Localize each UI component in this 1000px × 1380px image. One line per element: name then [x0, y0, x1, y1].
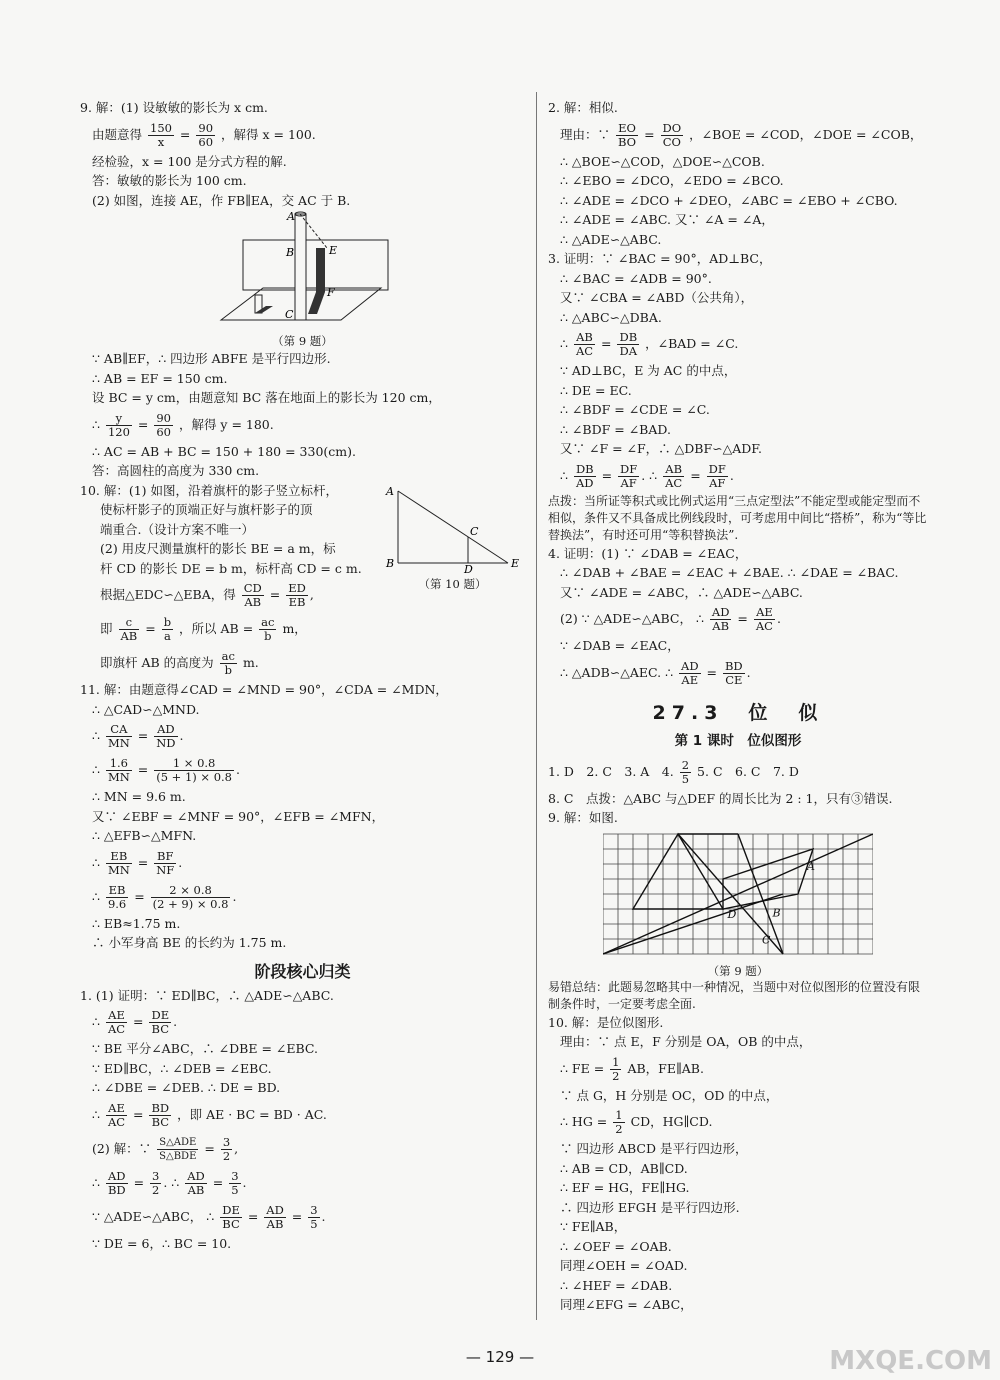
figure-q10	[380, 483, 525, 592]
fraction: $\frac{y}{120}$	[107, 410, 130, 439]
q9-line-5: (2) 如图，连接 AE，作 FB∥EA，交 AC 于 B.	[92, 192, 351, 208]
fraction: $\frac{AD}{ND}$	[156, 722, 176, 750]
q10-line-7: 即 $\frac{c}{AB}$ = $\frac{b}{a}$ ，所以 AB = $\frac{ac}{b}$ m，	[100, 615, 307, 643]
q9-line-8: 设 BC = y cm，由题意知 BC 落在地面上的影长为 120 cm，	[92, 390, 441, 405]
fraction: $\frac{DE}{BC}$	[222, 1202, 240, 1231]
q10-line-1: 10. 解：(1) 如图，沿着旗杆的影子竖立标杆，	[80, 482, 339, 498]
s1-line-3: ∵ BE 平分∠ABC，∴ ∠DBE = ∠EBC.	[92, 1041, 319, 1056]
q3-line-5: ∴ $\frac{AB}{AC}$ = $\frac{DB}{DA}$ ，∠BAD = ∠C.	[560, 330, 739, 358]
fraction: $\frac{150}{x}$	[150, 120, 172, 149]
fraction: $\frac{AE}{AC}$	[755, 605, 773, 633]
label-D: D	[727, 907, 737, 921]
page-number: — 129 —	[465, 1348, 535, 1366]
fraction: $\frac{AD}{BD}$	[107, 1168, 126, 1197]
fraction: $\frac{2 \times 0.8}{(2 + 9) \times 0.8}$	[152, 882, 229, 911]
fraction: $\frac{3}{2}$	[222, 1134, 231, 1163]
q2-line-6: ∴ ∠ADE = ∠ABC. 又∵ ∠A = ∠A，	[560, 212, 774, 227]
s1-line-4: ∵ ED∥BC，∴ ∠DEB = ∠EBC.	[92, 1060, 272, 1076]
r10-line-7: ∴ AB = CD，AB∥CD.	[560, 1160, 688, 1176]
q10-line-3: 端重合.（设计方案不唯一）	[100, 521, 254, 537]
label-D: D	[464, 562, 473, 573]
cylinder-shadow-diagram	[203, 210, 403, 330]
q9-line-10: ∴ AC = AB + BC = 150 + 180 = 330(cm).	[92, 443, 356, 459]
s1-line-7: (2) 解：∵ $\frac{\text{S△ADE}}{\text{S△BDE}}$ = $\frac{3}{2}$ ,	[92, 1134, 239, 1163]
q4-line-4: (2) ∵ △ADE∽△ABC， ∴ $\frac{AD}{AB}$ = $\frac{AE}{AC}$ .	[560, 605, 781, 633]
fraction: $\frac{EB}{MN}$	[107, 848, 130, 877]
s1-line-2: ∴ $\frac{AE}{AC}$ = $\frac{DE}{BC}$ .	[92, 1008, 178, 1036]
q11-line-11: ∴ 小军身高 BE 的长约为 1.75 m.	[92, 935, 287, 950]
label-F: F	[326, 286, 335, 299]
fraction: $\frac{3}{2}$	[152, 1168, 160, 1197]
figure-caption: （第 9 题）	[272, 334, 333, 348]
fraction: $\frac{1}{2}$	[612, 1054, 620, 1083]
flagpole-triangle-diagram	[380, 483, 525, 573]
q9-line-4: 答：敏敏的影长为 100 cm.	[92, 173, 247, 188]
q3-line-9: ∴ ∠BDF = ∠BAD.	[560, 421, 671, 437]
r10-line-10: ∵ FE∥AB，	[560, 1219, 627, 1234]
fraction: $\frac{90}{60}$	[198, 120, 214, 149]
fraction: $\frac{1.6}{MN}$	[107, 756, 130, 784]
q4-line-6: ∴ △ADB∽△AEC. ∴ $\frac{AD}{AE}$ = $\frac{BD}{CE}$ .	[560, 658, 751, 687]
fraction: $\frac{2}{5}$	[681, 757, 690, 786]
q4-line-5: ∵ ∠DAB = ∠EAC，	[560, 638, 680, 653]
fraction: $\frac{BD}{CE}$	[724, 658, 743, 687]
q9-line-1: 9. 解：(1) 设敏敏的影长为 x cm.	[80, 100, 268, 115]
lesson-subtitle: 第 1 课时 位似图形	[674, 732, 802, 749]
fraction: $\frac{DE}{BC}$	[151, 1008, 170, 1036]
fraction: $\frac{CA}{MN}$	[107, 722, 130, 750]
figure-caption: （第 9 题）	[707, 963, 769, 978]
fraction: $\frac{3}{5}$	[231, 1168, 239, 1197]
question-2	[548, 98, 928, 249]
fraction: $\frac{DF}{AF}$	[708, 461, 726, 490]
q10-line-2: 使标杆影子的顶端正好与旗杆影子的顶	[100, 502, 313, 517]
q11-line-4: ∴ $\frac{1.6}{MN}$ = $\frac{1 \times 0.8}{(5 + 1) \times 0.8}$ .	[92, 756, 240, 784]
fraction: $\frac{AE}{AC}$	[107, 1008, 126, 1036]
q2-line-4: ∴ ∠EBO = ∠DCO，∠EDO = ∠BCO.	[560, 173, 784, 188]
q3-line-4: ∴ △ABC∽△DBA.	[560, 309, 662, 325]
q3-line-8: ∴ ∠BDF = ∠CDE = ∠C.	[560, 402, 710, 417]
right-column	[548, 98, 928, 1315]
watermark: MXQE.COM	[829, 1346, 992, 1376]
q3-line-6: ∵ AD⊥BC，E 为 AC 的中点，	[560, 363, 737, 378]
r10-line-9: ∴ 四边形 EFGH 是平行四边形.	[560, 1199, 740, 1215]
q11-line-8: ∴ $\frac{EB}{MN}$ = $\frac{BF}{NF}$ .	[92, 848, 183, 877]
r10-line-2: 理由：∵ 点 E，F 分别是 OA，OB 的中点，	[560, 1034, 812, 1049]
question-11	[80, 680, 525, 953]
fraction: $\frac{1}{2}$	[615, 1108, 623, 1136]
r10-line-12: 同理∠OEH = ∠OAD.	[560, 1258, 688, 1273]
fraction: $\frac{EO}{BO}$	[618, 120, 637, 149]
r10-line-11: ∴ ∠OEF = ∠OAB.	[560, 1238, 672, 1254]
q3-line-7: ∴ DE = EC.	[560, 382, 632, 398]
q3-line-2: ∴ ∠BAC = ∠ADB = 90°.	[560, 270, 712, 286]
fraction: $\frac{90}{60}$	[156, 410, 171, 439]
q3-line-10: 又∵ ∠F = ∠F，∴ △DBF∽△ADF.	[560, 441, 762, 456]
question-3	[548, 249, 928, 544]
s1-line-1: 1. (1) 证明：∵ ED∥BC，∴ △ADE∽△ABC.	[80, 987, 334, 1003]
fraction: $\frac{EB}{9.6}$	[107, 882, 127, 911]
s1-line-8: ∴ $\frac{AD}{BD}$ = $\frac{3}{2}$ . ∴ $\frac{AD}{AB}$ = $\frac{3}{5}$ .	[92, 1168, 247, 1197]
q11-line-6: 又∵ ∠EBF = ∠MNF = 90°，∠EFB = ∠MFN，	[92, 808, 385, 824]
fraction: $\frac{ac}{b}$	[221, 649, 235, 677]
q2-line-1: 2. 解：相似.	[548, 100, 618, 115]
section-question-1	[80, 986, 525, 1254]
q11-line-9: ∴ $\frac{EB}{9.6}$ = $\frac{2 \times 0.8}{(2 + 9) \times 0.8}$ .	[92, 882, 237, 911]
question-9	[80, 98, 525, 481]
q11-line-10: ∴ EB≈1.75 m.	[92, 915, 181, 931]
column-divider	[536, 92, 537, 1320]
label-B: B	[772, 906, 781, 919]
label-A: A	[807, 859, 815, 873]
question-10	[80, 481, 525, 681]
fraction: $\frac{\text{S△ADE}}{\text{S△BDE}}$	[159, 1136, 197, 1162]
q9-line-3: 经检验，x = 100 是分式方程的解.	[92, 153, 287, 169]
figure-caption: （第 10 题）	[418, 576, 487, 591]
q10-line-4: (2) 用皮尺测量旗杆的影长 BE = a m，标	[100, 541, 336, 556]
fraction: $\frac{AB}{AC}$	[575, 330, 594, 358]
q10-line-6: 根据△EDC∽△EBA，得 $\frac{CD}{AB}$ = $\frac{ED}{EB}$ ,	[100, 581, 314, 609]
r10-line-8: ∴ EF = HG，FE∥HG.	[560, 1180, 690, 1195]
fraction: $\frac{DF}{AF}$	[620, 461, 638, 490]
left-column	[80, 98, 525, 1253]
answers-block	[548, 755, 928, 1013]
fraction: $\frac{AD}{AB}$	[187, 1168, 205, 1197]
q9-line-2: 由题意得 $\frac{150}{x}$ = $\frac{90}{60}$ ，解得 x = 100.	[92, 120, 316, 149]
q3-hint: 点拨：当所证等积式或比例式运用“三点定型法”不能定型或能定型而不相似，条件又不具备成比例线段时，可考虑用中间比“搭桥”，称为“等比替换法”，有时还可用“等积替换法”.	[548, 493, 927, 542]
question-10-right	[548, 1013, 928, 1315]
q11-line-1: 11. 解：由题意得∠CAD = ∠MND = 90°，∠CDA = ∠MDN，	[80, 682, 448, 697]
fraction: $\frac{b}{a}$	[163, 615, 172, 643]
answers-line-3: 9. 解：如图.	[548, 810, 618, 825]
q9-line-6: ∵ AB∥EF，∴ 四边形 ABFE 是平行四边形.	[92, 351, 331, 366]
label-E: E	[328, 244, 337, 257]
label-A: A	[286, 210, 295, 223]
r10-line-13: ∴ ∠HEF = ∠DAB.	[560, 1277, 673, 1293]
fraction: $\frac{CD}{AB}$	[243, 581, 262, 609]
q2-line-5: ∴ ∠ADE = ∠DCO + ∠DEO，∠ABC = ∠EBO + ∠CBO.	[560, 192, 898, 208]
q3-line-11: ∴ $\frac{DB}{AD}$ = $\frac{DF}{AF}$ . ∴ $\frac{AB}{AC}$ = $\frac{DF}{AF}$ .	[560, 461, 734, 490]
fraction: $\frac{ac}{b}$	[261, 615, 275, 643]
fraction: $\frac{BD}{BC}$	[151, 1100, 170, 1129]
q9-line-11: 答：高圆柱的高度为 330 cm.	[92, 463, 260, 478]
label-C: C	[284, 308, 293, 321]
q4-line-1: 4. 证明：(1) ∵ ∠DAB = ∠EAC，	[548, 545, 748, 561]
fraction: $\frac{AB}{AC}$	[665, 461, 683, 490]
answers-line-2: 8. C 点拨：△ABC 与△DEF 的周长比为 2 : 1，只有③错误.	[548, 790, 893, 806]
figure-q9	[80, 210, 525, 349]
q10-line-8: 即旗杆 AB 的高度为 $\frac{ac}{b}$ m.	[100, 649, 259, 677]
fraction: $\frac{AD}{AB}$	[711, 605, 730, 633]
s1-line-6: ∴ $\frac{AE}{AC}$ = $\frac{BD}{BC}$ ，即 AE · BC = BD · AC.	[92, 1100, 327, 1129]
fraction: $\frac{AD}{AB}$	[266, 1202, 284, 1231]
q4-line-2: ∴ ∠DAB + ∠BAE = ∠EAC + ∠BAE. ∴ ∠DAE = ∠BAC.	[560, 565, 899, 580]
figure-grid-q9	[548, 828, 928, 979]
q9-line-9: ∴ $\frac{y}{120}$ = $\frac{90}{60}$ ，解得 y = 180.	[92, 410, 274, 439]
homothety-grid-diagram	[603, 828, 873, 960]
q11-line-7: ∴ △EFB∽△MFN.	[92, 828, 197, 843]
q10-line-5: 杆 CD 的影长 DE = b m，标杆高 CD = c m.	[100, 560, 362, 576]
label-C: C	[470, 524, 479, 538]
fraction: $\frac{DO}{CO}$	[662, 120, 682, 149]
s1-line-5: ∴ ∠DBE = ∠DEB. ∴ DE = BD.	[92, 1080, 281, 1095]
q2-line-2: 理由：∵ $\frac{EO}{BO}$ = $\frac{DO}{CO}$ ，∠BOE = ∠COD，∠DOE = ∠COB，	[560, 120, 923, 149]
fraction: $\frac{ED}{EB}$	[288, 581, 306, 609]
label-C: C	[762, 933, 771, 946]
fraction: $\frac{1 \times 0.8}{(5 + 1) \times 0.8}$	[156, 756, 232, 784]
r10-line-1: 10. 解：是位似图形.	[548, 1014, 664, 1030]
fraction: $\frac{DB}{DA}$	[619, 330, 638, 358]
q11-line-2: ∴ △CAD∽△MND.	[92, 701, 200, 717]
answers-hint: 易错总结：此题易忽略其中一种情况，当题中对位似图形的位置没有限制条件时，一定要考虑全面.	[548, 979, 921, 1011]
fraction: $\frac{DB}{AD}$	[575, 461, 594, 490]
q11-line-5: ∴ MN = 9.6 m.	[92, 789, 186, 804]
r10-line-3: ∴ FE = $\frac{1}{2}$ AB，FE∥AB.	[560, 1054, 704, 1083]
q3-line-3: 又∵ ∠CBA = ∠ABD（公共角），	[560, 290, 754, 305]
fraction: $\frac{3}{5}$	[310, 1202, 318, 1231]
label-E: E	[511, 556, 520, 570]
lesson-title: 27.3 位 似	[652, 701, 824, 724]
label-B: B	[285, 246, 294, 259]
label-B: B	[386, 556, 395, 570]
r10-line-4: ∵ 点 G，H 分别是 OC，OD 的中点，	[560, 1087, 779, 1103]
r10-line-5: ∴ HG = $\frac{1}{2}$ CD，HG∥CD.	[560, 1108, 713, 1136]
r10-line-6: ∵ 四边形 ABCD 是平行四边形，	[560, 1141, 748, 1156]
fraction: $\frac{AD}{AE}$	[681, 658, 699, 687]
fraction: $\frac{BF}{NF}$	[156, 848, 175, 877]
q4-line-3: 又∵ ∠ADE = ∠ABC，∴ △ADE∽△ABC.	[560, 584, 803, 600]
fraction: $\frac{AE}{AC}$	[107, 1100, 126, 1129]
question-4	[548, 544, 928, 690]
fraction: $\frac{c}{AB}$	[120, 615, 138, 643]
q9-line-7: ∴ AB = EF = 150 cm.	[92, 370, 228, 386]
section-title: 阶段核心归类	[254, 961, 351, 981]
q2-line-7: ∴ △ADE∽△ABC.	[560, 231, 662, 247]
r10-line-14: 同理∠EFG = ∠ABC，	[560, 1297, 693, 1312]
s1-line-10: ∵ DE = 6，∴ BC = 10.	[92, 1235, 232, 1251]
answers-line-1: 1. D 2. C 3. A 4. $\frac{2}{5}$ 5. C 6. C 7. D	[548, 757, 799, 786]
q11-line-3: ∴ $\frac{CA}{MN}$ = $\frac{AD}{ND}$ .	[92, 722, 184, 750]
label-A: A	[386, 484, 394, 498]
q3-line-1: 3. 证明：∵ ∠BAC = 90°，AD⊥BC，	[548, 251, 772, 266]
s1-line-9: ∵ △ADE∽△ABC， ∴ $\frac{DE}{BC}$ = $\frac{AD}{AB}$ = $\frac{3}{5}$ .	[92, 1202, 326, 1231]
q2-line-3: ∴ △BOE∽△COD，△DOE∽△COB.	[560, 153, 765, 169]
